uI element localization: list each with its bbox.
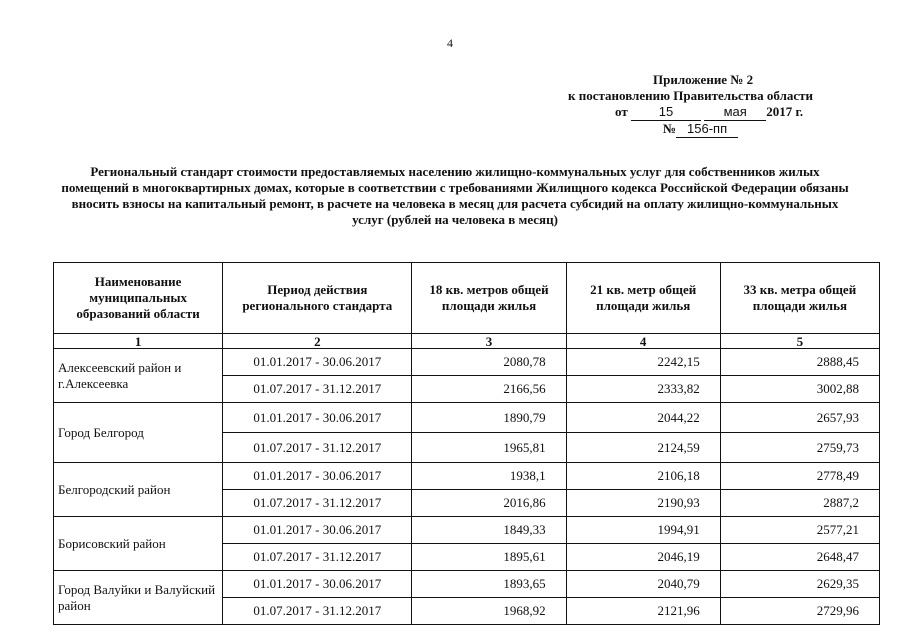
column-number: 3 xyxy=(412,334,566,349)
value-21sqm: 2121,96 xyxy=(566,598,720,625)
date-day: 15 xyxy=(631,104,701,121)
date-year: 2017 г. xyxy=(766,104,804,119)
date-month: мая xyxy=(704,104,766,121)
value-33sqm: 2887,2 xyxy=(720,490,879,517)
period-cell: 01.01.2017 - 30.06.2017 xyxy=(223,517,412,544)
value-18sqm: 1890,79 xyxy=(412,403,566,433)
period-cell: 01.07.2017 - 31.12.2017 xyxy=(223,544,412,571)
value-18sqm: 2080,78 xyxy=(412,349,566,376)
table-row xyxy=(54,517,880,544)
value-21sqm: 2046,19 xyxy=(566,544,720,571)
value-18sqm: 1968,92 xyxy=(412,598,566,625)
header-33sqm: 33 кв. метра общей площади жилья xyxy=(720,263,879,334)
value-21sqm: 2333,82 xyxy=(566,376,720,403)
table-row xyxy=(54,571,880,598)
municipality-name: Борисовский район xyxy=(54,517,223,571)
value-33sqm: 2729,96 xyxy=(720,598,879,625)
municipality-name: Город Белгород xyxy=(54,403,223,463)
value-21sqm: 1994,91 xyxy=(566,517,720,544)
value-21sqm: 2242,15 xyxy=(566,349,720,376)
number-label: № xyxy=(663,121,677,136)
value-21sqm: 2106,18 xyxy=(566,463,720,490)
value-33sqm: 2778,49 xyxy=(720,463,879,490)
value-21sqm: 2044,22 xyxy=(566,403,720,433)
value-18sqm: 2166,56 xyxy=(412,376,566,403)
value-18sqm: 1893,65 xyxy=(412,571,566,598)
municipality-name: Город Валуйки и Валуйский район xyxy=(54,571,223,625)
period-cell: 01.07.2017 - 31.12.2017 xyxy=(223,490,412,517)
value-18sqm: 2016,86 xyxy=(412,490,566,517)
appendix-number xyxy=(560,121,860,138)
period-cell: 01.01.2017 - 30.06.2017 xyxy=(223,403,412,433)
value-33sqm: 2888,45 xyxy=(720,349,879,376)
column-number: 4 xyxy=(566,334,720,349)
table-row xyxy=(54,403,880,433)
period-cell: 01.01.2017 - 30.06.2017 xyxy=(223,463,412,490)
value-33sqm: 2577,21 xyxy=(720,517,879,544)
period-cell: 01.01.2017 - 30.06.2017 xyxy=(223,349,412,376)
value-18sqm: 1938,1 xyxy=(412,463,566,490)
header-municipality: Наименование муниципальных образований области xyxy=(54,263,223,334)
table-row xyxy=(54,463,880,490)
value-21sqm: 2190,93 xyxy=(566,490,720,517)
period-cell: 01.01.2017 - 30.06.2017 xyxy=(223,571,412,598)
value-18sqm: 1895,61 xyxy=(412,544,566,571)
value-33sqm: 2629,35 xyxy=(720,571,879,598)
value-21sqm: 2040,79 xyxy=(566,571,720,598)
appendix-block xyxy=(560,72,860,138)
page-number: 4 xyxy=(447,36,453,50)
column-number: 5 xyxy=(720,334,879,349)
value-18sqm: 1849,33 xyxy=(412,517,566,544)
column-number: 2 xyxy=(223,334,412,349)
value-33sqm: 2657,93 xyxy=(720,403,879,433)
table-header-row xyxy=(54,263,880,334)
municipality-name: Белгородский район xyxy=(54,463,223,517)
header-18sqm: 18 кв. метров общей площади жилья xyxy=(412,263,566,334)
appendix-date xyxy=(560,104,860,121)
standard-table xyxy=(53,262,880,625)
period-cell: 01.07.2017 - 31.12.2017 xyxy=(223,376,412,403)
date-from-label: от xyxy=(615,104,628,119)
value-33sqm: 3002,88 xyxy=(720,376,879,403)
header-period: Период действия регионального стандарта xyxy=(223,263,412,334)
appendix-title: Приложение № 2 xyxy=(653,72,754,87)
municipality-name: Алексеевский район и г.Алексеевка xyxy=(54,349,223,403)
column-number: 1 xyxy=(54,334,223,349)
table-row xyxy=(54,349,880,376)
header-21sqm: 21 кв. метр общей площади жилья xyxy=(566,263,720,334)
document-title: Региональный стандарт стоимости предоставляемых населению жилищно-коммунальных услуг для собственников жилых помещений в многоквартирных домах, которые в соответствии с требованиями Жилищного кодекса Российской Федерации обязаны вносить взносы на капитальный ремонт, в расчете на человека в месяц для расчета субсидий на оплату жилищно-коммунальных услуг (рублей на человека в месяц) xyxy=(61,164,849,227)
value-18sqm: 1965,81 xyxy=(412,433,566,463)
period-cell: 01.07.2017 - 31.12.2017 xyxy=(223,598,412,625)
appendix-subtitle: к постановлению Правительства области xyxy=(568,88,814,103)
column-number-row xyxy=(54,334,880,349)
decree-number: 156-пп xyxy=(676,121,738,138)
value-33sqm: 2648,47 xyxy=(720,544,879,571)
value-33sqm: 2759,73 xyxy=(720,433,879,463)
value-21sqm: 2124,59 xyxy=(566,433,720,463)
period-cell: 01.07.2017 - 31.12.2017 xyxy=(223,433,412,463)
